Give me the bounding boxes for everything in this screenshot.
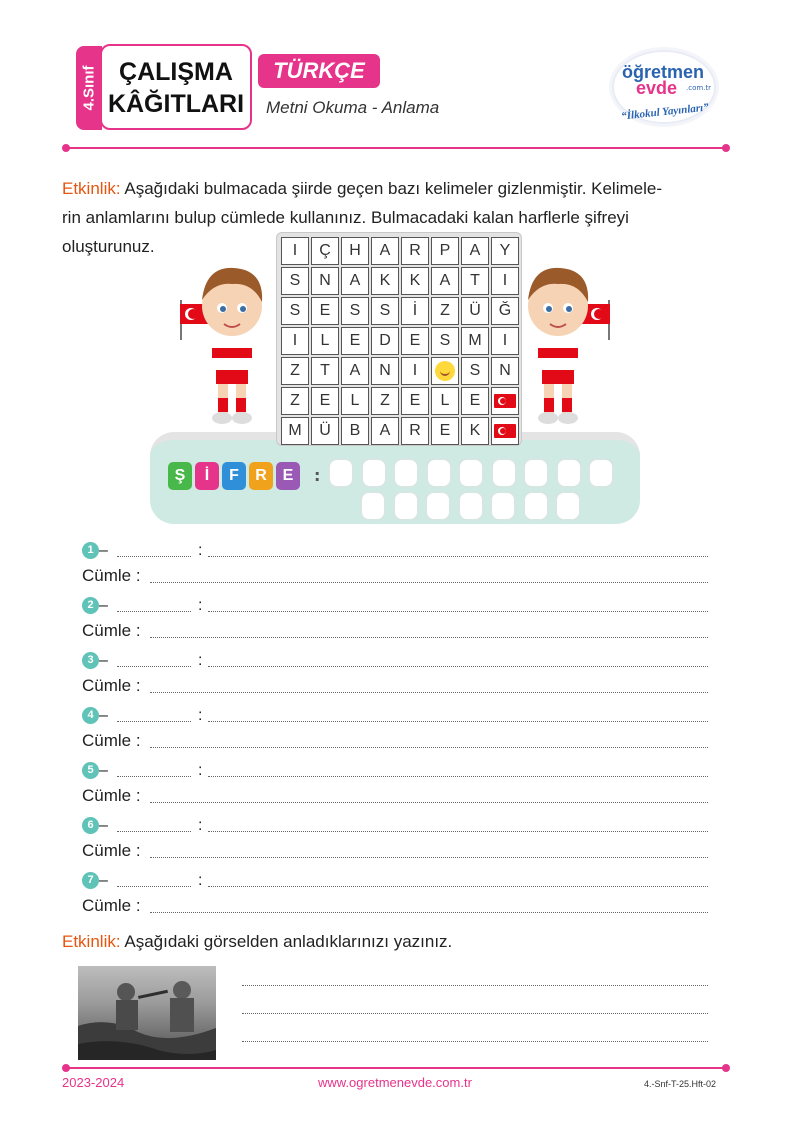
question-number-badge: 6: [82, 817, 99, 834]
question-dash: –: [99, 652, 108, 669]
question-row: [82, 652, 712, 674]
grid-cell: S: [281, 297, 309, 325]
historical-photo: [78, 966, 216, 1060]
meaning-answer-line[interactable]: [208, 666, 708, 667]
sifre-slot[interactable]: [393, 491, 419, 521]
grid-cell: N: [371, 357, 399, 385]
grid-cell: Z: [281, 357, 309, 385]
sentence-label: Cümle :: [82, 621, 141, 640]
grid-cell: N: [311, 267, 339, 295]
activity1-line1: [62, 174, 730, 203]
meaning-answer-line[interactable]: [208, 776, 708, 777]
word-answer-line[interactable]: [117, 886, 191, 887]
sifre-colon: :: [314, 466, 321, 485]
meaning-answer-line[interactable]: [208, 721, 708, 722]
grid-cell: K: [401, 267, 429, 295]
publisher-logo: [598, 46, 728, 130]
question-row: [82, 542, 712, 564]
grid-cell: L: [341, 387, 369, 415]
grid-cell: E: [461, 387, 489, 415]
sentence-label: Cümle :: [82, 786, 141, 805]
grid-cell: S: [371, 297, 399, 325]
answer-line-1[interactable]: [242, 985, 708, 986]
grid-cell: M: [461, 327, 489, 355]
sentence-answer-line[interactable]: [150, 857, 708, 858]
sifre-slot[interactable]: [458, 458, 484, 488]
sifre-slot[interactable]: [360, 491, 386, 521]
answer-line-2[interactable]: [242, 1013, 708, 1014]
meaning-answer-line[interactable]: [208, 831, 708, 832]
sifre-slot[interactable]: [523, 458, 549, 488]
grid-cell: E: [311, 297, 339, 325]
grid-cell: [491, 387, 519, 415]
activity1-line2: rin anlamlarını bulup cümlede kullanınız. Bulmacadaki kalan harflerle şifreyi: [62, 208, 629, 227]
question-dash: –: [99, 542, 108, 559]
footer-code: 4.-Snf-T-25.Hft-02: [644, 1079, 717, 1089]
grid-cell: A: [431, 267, 459, 295]
logo-word-a: öğretmen: [622, 62, 705, 82]
grid-cell: A: [371, 417, 399, 445]
activity1-text1: Aşağıdaki bulmacada şiirde geçen bazı kelimeler gizlenmiştir. Kelimele-: [120, 179, 662, 198]
question-colon: :: [198, 707, 203, 724]
grid-cell: E: [311, 387, 339, 415]
sentence-answer-line[interactable]: [150, 912, 708, 913]
title-line1: ÇALIŞMA: [119, 58, 233, 86]
word-answer-line[interactable]: [117, 721, 191, 722]
grid-cell: I: [491, 327, 519, 355]
word-search-grid: [276, 232, 522, 446]
grid-cell: A: [341, 357, 369, 385]
question-number-badge: 1: [82, 542, 99, 559]
grid-cell: E: [431, 417, 459, 445]
word-answer-line[interactable]: [117, 556, 191, 557]
grid-cell: Z: [431, 297, 459, 325]
logo-domain: .com.tr: [686, 84, 712, 92]
question-colon: :: [198, 597, 203, 614]
sifre-slot[interactable]: [425, 491, 451, 521]
grid-cell: [491, 417, 519, 445]
grid-cell: Z: [281, 387, 309, 415]
footer-divider: [66, 1067, 726, 1069]
question-number-badge: 7: [82, 872, 99, 889]
question-dash: –: [99, 762, 108, 779]
sentence-label: Cümle :: [82, 841, 141, 860]
question-row: [82, 762, 712, 784]
grid-cell: A: [371, 237, 399, 265]
grid-cell: Ü: [311, 417, 339, 445]
word-answer-line[interactable]: [117, 611, 191, 612]
sifre-slot[interactable]: [523, 491, 549, 521]
meaning-answer-line[interactable]: [208, 556, 708, 557]
question-number-badge: 4: [82, 707, 99, 724]
turkish-flag-icon: [494, 424, 516, 438]
grid-cell: L: [431, 387, 459, 415]
activity2-text: Aşağıdaki görselden anladıklarınızı yazınız.: [120, 932, 453, 951]
logo-tagline: “İlkokul Yayınları”: [620, 101, 710, 123]
activity2-instructions: [62, 932, 452, 952]
sifre-label: [168, 462, 300, 490]
subject-tag: TÜRKÇE: [258, 54, 380, 88]
smiley-icon: [435, 361, 455, 381]
sifre-slot[interactable]: [426, 458, 452, 488]
grid-cell: A: [461, 237, 489, 265]
grid-cell: E: [401, 327, 429, 355]
grid-cell: S: [281, 267, 309, 295]
child-with-flag-right: [518, 256, 618, 436]
grid-cell: Ğ: [491, 297, 519, 325]
grid-cell: T: [461, 267, 489, 295]
word-answer-line[interactable]: [117, 776, 191, 777]
grid-cell: K: [461, 417, 489, 445]
grid-cell: Y: [491, 237, 519, 265]
question-number-badge: 2: [82, 597, 99, 614]
question-dash: –: [99, 817, 108, 834]
sentence-answer-line[interactable]: [150, 747, 708, 748]
worksheet-title: [100, 44, 252, 130]
question-row: [82, 872, 712, 894]
question-number-badge: 5: [82, 762, 99, 779]
activity1-line3: oluşturunuz.: [62, 237, 155, 256]
meaning-answer-line[interactable]: [208, 886, 708, 887]
grid-cell: Z: [371, 387, 399, 415]
sifre-slot[interactable]: [328, 458, 354, 488]
grid-cell: I: [281, 237, 309, 265]
grid-cell: İ: [401, 297, 429, 325]
title-line2: KÂĞITLARI: [107, 90, 245, 118]
sentence-label: Cümle :: [82, 896, 141, 915]
sentence-answer-line[interactable]: [150, 692, 708, 693]
turkish-flag-icon: [494, 394, 516, 408]
question-row: [82, 707, 712, 729]
sifre-slot[interactable]: [556, 458, 582, 488]
sifre-slot[interactable]: [490, 491, 516, 521]
grid-cell: R: [401, 237, 429, 265]
sentence-label: Cümle :: [82, 676, 141, 695]
grid-cell: E: [401, 387, 429, 415]
question-row: [82, 597, 712, 619]
grid-cell: S: [461, 357, 489, 385]
grid-cell: A: [341, 267, 369, 295]
header-divider: [66, 147, 726, 149]
question-dash: –: [99, 707, 108, 724]
sifre-slot[interactable]: [361, 458, 387, 488]
sentence-answer-line[interactable]: [150, 802, 708, 803]
grid-cell: K: [371, 267, 399, 295]
meaning-answer-line[interactable]: [208, 611, 708, 612]
question-colon: :: [198, 652, 203, 669]
question-colon: :: [198, 762, 203, 779]
topic-label: Metni Okuma - Anlama: [266, 98, 440, 117]
word-answer-line[interactable]: [117, 831, 191, 832]
sentence-label: Cümle :: [82, 731, 141, 750]
sentence-answer-line[interactable]: [150, 637, 708, 638]
grade-label: 4.Sınıf: [80, 65, 98, 111]
grid-cell: I: [491, 267, 519, 295]
grid-cell: E: [341, 327, 369, 355]
grid-cell: Ç: [311, 237, 339, 265]
grid-cell: Ü: [461, 297, 489, 325]
grid-cell: R: [401, 417, 429, 445]
question-dash: –: [99, 597, 108, 614]
etkinlik-label: Etkinlik:: [62, 179, 121, 198]
sifre-slot[interactable]: [458, 491, 484, 521]
sifre-letter: Ş: [168, 462, 192, 490]
grade-tab: [76, 46, 102, 130]
word-answer-line[interactable]: [117, 666, 191, 667]
sifre-letter: R: [249, 462, 273, 490]
sifre-slot[interactable]: [491, 458, 517, 488]
question-colon: :: [198, 872, 203, 889]
question-colon: :: [198, 817, 203, 834]
grid-cell: I: [401, 357, 429, 385]
grid-cell: H: [341, 237, 369, 265]
question-colon: :: [198, 542, 203, 559]
sifre-slot[interactable]: [588, 458, 614, 488]
sifre-letter: İ: [195, 462, 219, 490]
grid-cell: N: [491, 357, 519, 385]
grid-cell: S: [341, 297, 369, 325]
sifre-slot[interactable]: [393, 458, 419, 488]
footer-url[interactable]: www.ogretmenevde.com.tr: [318, 1075, 472, 1090]
grid-cell: [431, 357, 459, 385]
grid-cell: P: [431, 237, 459, 265]
grid-cell: D: [371, 327, 399, 355]
logo-word-b: evde: [636, 78, 678, 98]
question-row: [82, 817, 712, 839]
sifre-letter: F: [222, 462, 246, 490]
question-dash: –: [99, 872, 108, 889]
grid-cell: M: [281, 417, 309, 445]
footer-year: 2023-2024: [62, 1075, 125, 1090]
sentence-label: Cümle :: [82, 566, 141, 585]
etkinlik-label-2: Etkinlik:: [62, 932, 121, 951]
child-with-flag-left: [172, 256, 272, 436]
grid-cell: I: [281, 327, 309, 355]
question-number-badge: 3: [82, 652, 99, 669]
grid-cell: B: [341, 417, 369, 445]
grid-cell: T: [311, 357, 339, 385]
grid-cell: S: [431, 327, 459, 355]
sentence-answer-line[interactable]: [150, 582, 708, 583]
sifre-letter: E: [276, 462, 300, 490]
answer-line-3[interactable]: [242, 1041, 708, 1042]
sifre-slot[interactable]: [555, 491, 581, 521]
grid-cell: L: [311, 327, 339, 355]
